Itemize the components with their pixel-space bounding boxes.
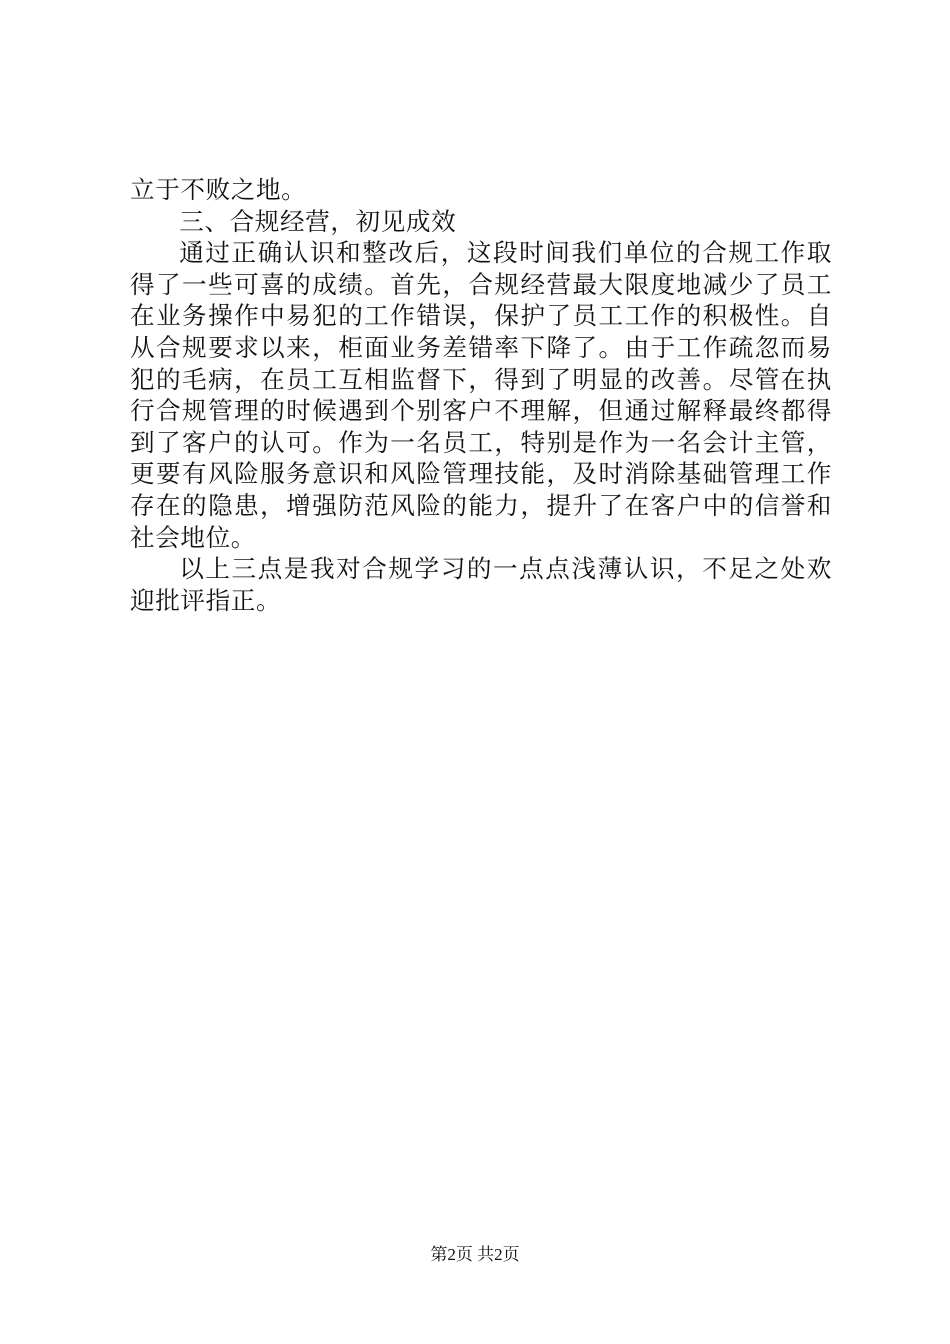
- document-body: [130, 174, 832, 616]
- paragraph-continuation: 立于不败之地。: [130, 175, 307, 204]
- paragraph-achievements: 通过正确认识和整改后，这段时间我们单位的合规工作取得了一些可喜的成绩。首先，合规经营最大限度地减少了员工在业务操作中易犯的工作错误，保护了员工工作的积极性。自从合规要求以来，柜面业务差错率下降了。由于工作疏忽而易犯的毛病，在员工互相监督下，得到了明显的改善。尽管在执行合规管理的时候遇到个别客户不理解，但通过解释最终都得到了客户的认可。作为一名员工，特别是作为一名会计主管，更要有风险服务意识和风险管理技能，及时消除基础管理工作存在的隐患，增强防范风险的能力，提升了在客户中的信誉和社会地位。: [130, 238, 832, 552]
- page-footer: 第2页 共2页: [430, 1245, 520, 1264]
- paragraph-conclusion: 以上三点是我对合规学习的一点点浅薄认识，不足之处欢迎批评指正。: [130, 554, 832, 615]
- section-heading: 三、合规经营，初见成效: [179, 206, 457, 236]
